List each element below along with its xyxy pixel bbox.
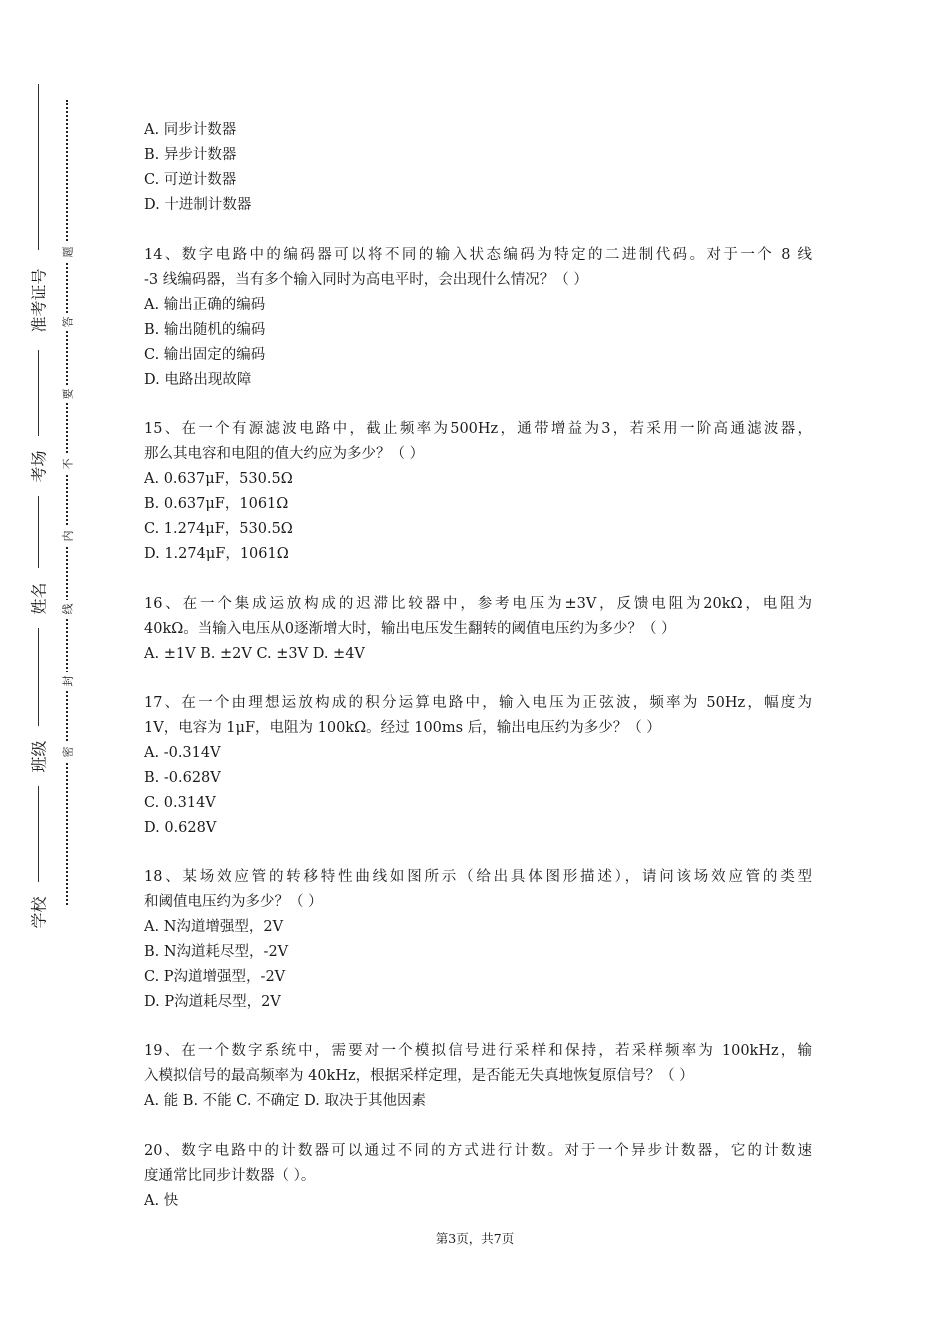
option: A. N沟道增强型，2V: [144, 919, 284, 935]
option: B. -0.628V: [144, 770, 221, 786]
option: D. 电路出现故障: [144, 372, 252, 388]
question-stem: 40kΩ。当输入电压从0逐渐增大时，输出电压发生翻转的阈值电压约为多少？（ ）: [144, 621, 676, 637]
question-stem: 15、在一个有源滤波电路中，截止频率为500Hz，通带增益为3，若采用一阶高通滤波器，: [144, 421, 812, 437]
seal-char: 不: [58, 455, 76, 473]
seal-char: 要: [58, 385, 76, 403]
question-stem: 19、在一个数字系统中，需要对一个模拟信号进行采样和保持，若采样频率为 100kHz，输: [144, 1043, 812, 1059]
option: B. 输出随机的编码: [144, 322, 266, 338]
seal-char: 线: [58, 600, 76, 618]
seal-char: 内: [58, 527, 76, 545]
margin-field-name: 姓名: [29, 581, 49, 615]
option: A. 能 B. 不能 C. 不确定 D. 取决于其他因素: [144, 1093, 427, 1109]
question-13-options: [144, 118, 812, 218]
option: B. 异步计数器: [144, 147, 237, 163]
option: D. 0.628V: [144, 820, 217, 836]
margin-line: [38, 786, 39, 882]
margin-field-class: 班级: [29, 739, 49, 773]
question-18: [144, 865, 812, 1015]
page-footer: 第3页，共7页: [435, 1231, 515, 1246]
option: D. 1.274μF，1061Ω: [144, 546, 289, 562]
question-stem: 16、在一个集成运放构成的迟滞比较器中，参考电压为±3V，反馈电阻为20kΩ，电阻为: [144, 596, 812, 612]
seal-char: 密: [58, 743, 76, 761]
margin-line: [38, 496, 39, 568]
option: D. 十进制计数器: [144, 197, 252, 213]
option: C. 0.314V: [144, 795, 216, 811]
question-stem: 入模拟信号的最高频率为 40kHz，根据采样定理，是否能无失真地恢复原信号？（ ）: [144, 1068, 694, 1084]
option: B. 0.637μF，1061Ω: [144, 496, 289, 512]
question-20: [144, 1139, 812, 1214]
question-stem: 度通常比同步计数器（ ）。: [144, 1168, 316, 1184]
option: A. ±1V B. ±2V C. ±3V D. ±4V: [144, 646, 365, 662]
option: A. -0.314V: [144, 745, 221, 761]
option: A. 快: [144, 1193, 179, 1209]
question-stem: 那么其电容和电阻的值大约应为多少？（ ）: [144, 446, 425, 462]
question-15: [144, 417, 812, 567]
seal-char: 答: [58, 313, 76, 331]
option: C. 可逆计数器: [144, 172, 237, 188]
margin-line: [38, 350, 39, 436]
question-stem: 17、在一个由理想运放构成的积分运算电路中，输入电压为正弦波，频率为 50Hz，幅度为: [144, 695, 812, 711]
question-stem: 14、数字电路中的编码器可以将不同的输入状态编码为特定的二进制代码。对于一个 8 线: [144, 247, 812, 263]
margin-field-exam-room: 考场: [29, 449, 49, 483]
option: C. 1.274μF，530.5Ω: [144, 521, 293, 537]
option: A. 同步计数器: [144, 122, 237, 138]
question-stem: 18、某场效应管的转移特性曲线如图所示（给出具体图形描述），请问该场效应管的类型: [144, 869, 812, 885]
option: D. P沟道耗尽型，2V: [144, 994, 281, 1010]
option: C. 输出固定的编码: [144, 347, 266, 363]
question-stem: 20、数字电路中的计数器可以通过不同的方式进行计数。对于一个异步计数器，它的计数速: [144, 1143, 812, 1159]
seal-char: 封: [58, 672, 76, 690]
question-stem: 和阈值电压约为多少？（ ）: [144, 894, 323, 910]
question-17: [144, 691, 812, 841]
seal-dotted-line: [66, 100, 68, 905]
question-16: [144, 592, 812, 667]
margin-field-exam-number: 准考证号: [29, 267, 49, 333]
margin-field-school: 学校: [29, 895, 49, 929]
option: A. 0.637μF，530.5Ω: [144, 471, 293, 487]
option: A. 输出正确的编码: [144, 297, 266, 313]
question-14: [144, 243, 812, 393]
option: B. N沟道耗尽型，-2V: [144, 944, 289, 960]
question-19: [144, 1039, 812, 1114]
option: C. P沟道增强型，-2V: [144, 969, 286, 985]
seal-char: 题: [58, 243, 76, 261]
margin-line: [38, 628, 39, 726]
question-stem: 1V，电容为 1μF，电阻为 100kΩ。经过 100ms 后，输出电压约为多少？（ ）: [144, 720, 661, 736]
question-stem: -3 线编码器，当有多个输入同时为高电平时，会出现什么情况？（ ）: [144, 272, 588, 288]
margin-line: [38, 84, 39, 250]
